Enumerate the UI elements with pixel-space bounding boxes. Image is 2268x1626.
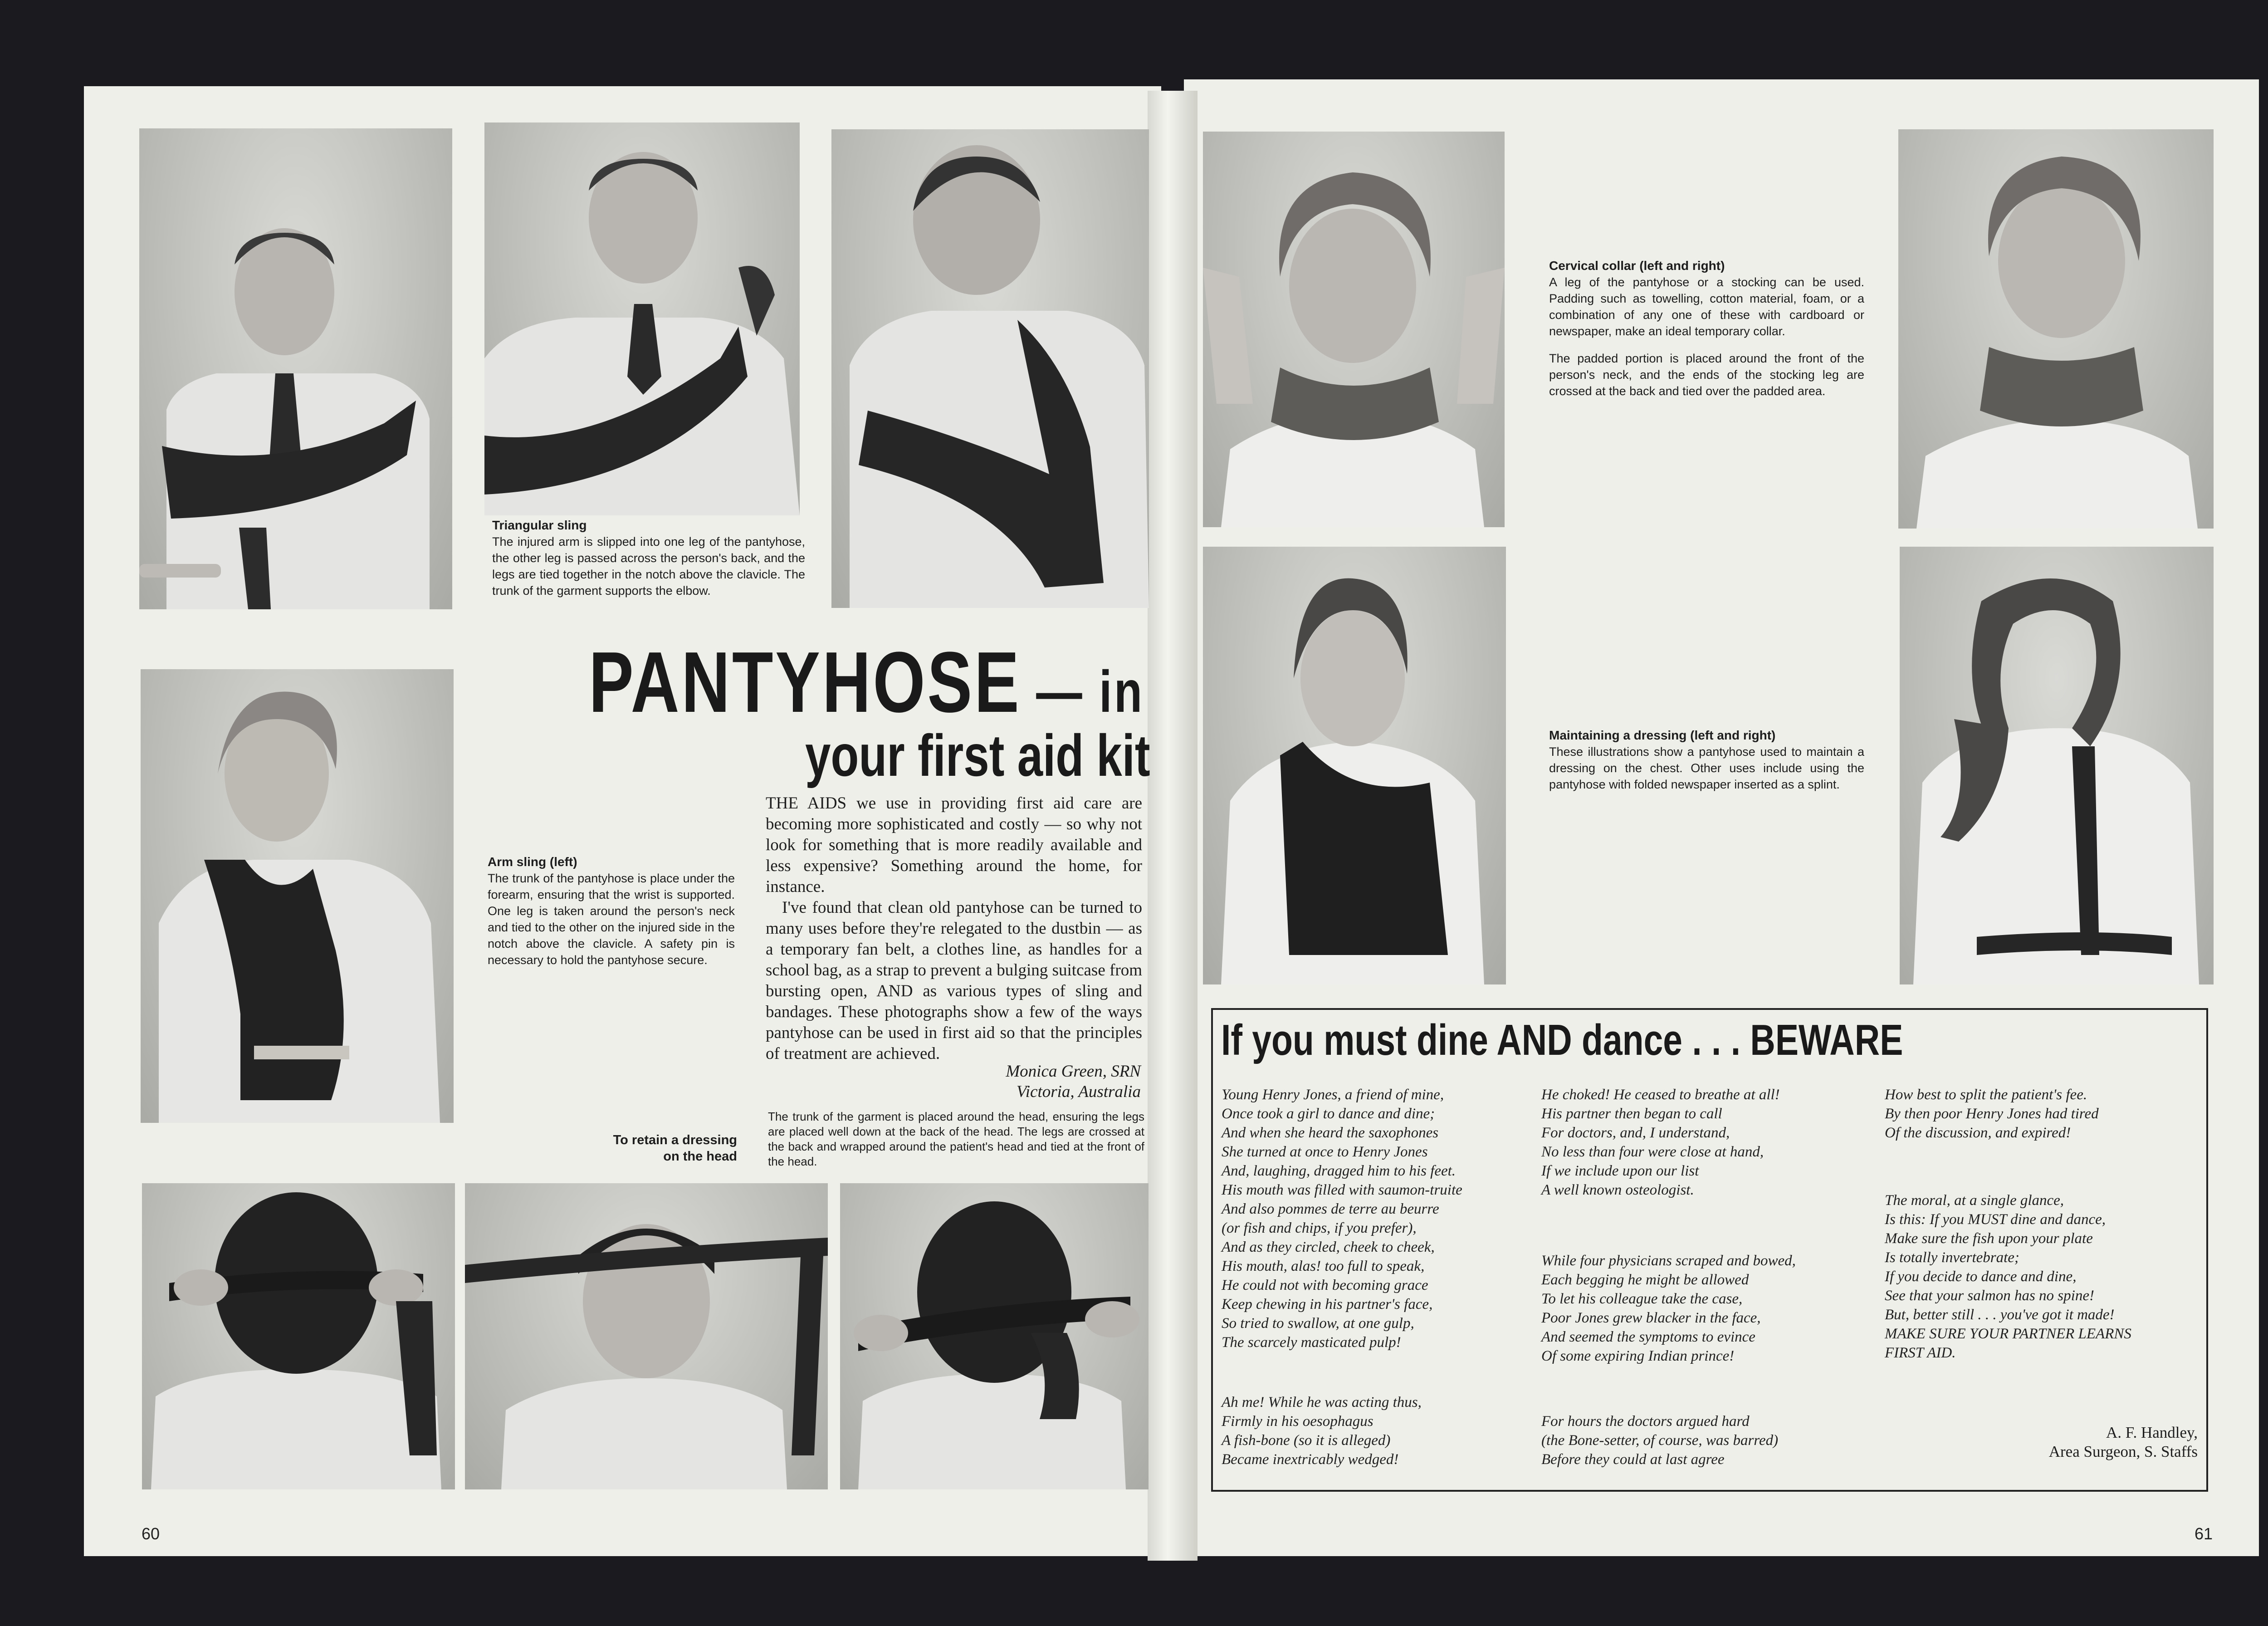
- poem-stanza: The moral, at a single glance, Is this: If you MUST dine and dance, Make sure the fish upon your plate Is totally invertebrate; If you decide to dance and dine, See that your salmon has no spine! But, better still . . . you've got it made! MAKE SURE YOUR PARTNER LEARNS FIRST AID.: [1885, 1192, 2131, 1361]
- caption-text: A leg of the pantyhose or a stocking can be used. Padding such as towelling, cotton material, foam, or a combination of any one of these with cardboard or newspaper, make an ideal temporary collar.: [1549, 275, 1864, 338]
- poem-stanza: Young Henry Jones, a friend of mine, Once took a girl to dance and dine; And when she heard the saxophones She turned at once to Henry Jones And, laughing, dragged him to his feet. His mouth was filled with saumon-truite And also pommes de terre au beurre (or fish and chips, if you prefer), And as they circled, cheek to cheek, His mouth, alas! too full to speak, He could not with becoming grace Keep chewing in his partner's face, So tried to swallow, at one gulp, The scarcely masticated pulp!: [1222, 1087, 1462, 1351]
- photo-triangular-sling-front: [139, 128, 452, 609]
- article-body: [766, 793, 1142, 1064]
- article-subtitle: your first aid kit: [805, 722, 1150, 789]
- page-number-right: 61: [2195, 1524, 2213, 1543]
- photo-arm-sling: [141, 669, 454, 1123]
- page-gutter: [1148, 91, 1198, 1561]
- author-place: Victoria, Australia: [1016, 1082, 1141, 1101]
- photo-head-dressing-back: [142, 1183, 455, 1489]
- poem-stanza: Ah me! While he was acting thus, Firmly in his oesophagus A fish-bone (so it is alleged) Became inextricably wedged!: [1222, 1394, 1422, 1468]
- caption-retain-dressing: The trunk of the garment is placed around the head, ensuring the legs are placed well down at the back of the head. The legs are crossed at the back and wrapped around the patient's head and tied at the front of the head.: [768, 1110, 1144, 1168]
- caption-text: The injured arm is slipped into one leg of the pantyhose, the other leg is passed across the person's back, and the legs are tied together in the notch above the clavicle. The trunk of the garment supports the elbow.: [492, 535, 805, 598]
- caption-maintaining-dressing: [1549, 727, 1864, 793]
- poem-author-name: A. F. Handley,: [2106, 1424, 2198, 1441]
- article-title: [589, 633, 1144, 732]
- caption-text: These illustrations show a pantyhose used to maintain a dressing on the chest. Other uses include using the pantyhose with folded newspaper inserted as a splint.: [1549, 745, 1864, 791]
- photo-maintaining-dressing-back: [1900, 547, 2214, 984]
- poem-title: If you must dine AND dance . . . BEWARE: [1221, 1016, 1903, 1064]
- caption-heading: Arm sling (left): [488, 855, 577, 869]
- caption-triangular-sling: [492, 517, 805, 599]
- caption-arm-sling: [488, 854, 735, 968]
- poem-stanza: For hours the doctors argued hard (the Bone-setter, of course, was barred) Before they could at last agree: [1541, 1413, 1779, 1468]
- poem-stanza: He choked! He ceased to breathe at all! His partner then began to call For doctors, and, I understand, No less than four were close at hand, If we include upon our list A well known osteologist.: [1541, 1087, 1780, 1198]
- caption-retain-dressing-heading: [585, 1132, 737, 1165]
- author-name: Monica Green, SRN: [1006, 1062, 1141, 1081]
- title-in: — in: [1021, 658, 1144, 725]
- poem-stanza: How best to split the patient's fee. By then poor Henry Jones had tired Of the discussion, and expired!: [1885, 1087, 2099, 1141]
- photo-triangular-sling-back: [831, 129, 1149, 608]
- caption-cervical-collar: [1549, 258, 1864, 399]
- article-paragraph: THE AIDS we use in providing first aid care are becoming more sophisticated and costly — so why not look for something that is more readily available and less expensive? Something around the home, for instance.: [766, 794, 1142, 896]
- photo-cervical-collar-front: [1203, 132, 1505, 527]
- caption-text: The padded portion is placed around the front of the person's neck, and the ends of the stocking leg are crossed at the back and tied over the padded area.: [1549, 352, 1864, 398]
- photo-head-dressing-tying: [840, 1183, 1149, 1489]
- photo-maintaining-dressing-front: [1203, 547, 1506, 984]
- article-paragraph: I've found that clean old pantyhose can be turned to many uses before they're relegated to the dustbin — as a temporary fan belt, a clothes line, as handles for a school bag, as a strap to prevent a bulging suitcase from bursting open, AND as various types of sling and bandages. These photographs show a few of the ways pantyhose can be used in first aid so that the principles of treatment are achieved.: [766, 898, 1142, 1063]
- caption-heading: Triangular sling: [492, 518, 587, 532]
- page-number-left: 60: [142, 1524, 160, 1543]
- caption-heading-line: To retain a dressing: [613, 1133, 737, 1147]
- photo-cervical-collar-side: [1898, 129, 2214, 529]
- caption-text: The trunk of the pantyhose is place under the forearm, ensuring that the wrist is supported. One leg is taken around the person's neck and tied to the other on the injured side in the notch above the clavicle. A safety pin is necessary to hold the pantyhose secure.: [488, 872, 735, 967]
- photo-triangular-sling-tying: [484, 122, 800, 515]
- photo-head-dressing-front: [465, 1183, 828, 1489]
- poem-author-title: Area Surgeon, S. Staffs: [2048, 1443, 2198, 1460]
- caption-heading-line: on the head: [663, 1149, 737, 1164]
- caption-heading: Cervical collar (left and right): [1549, 259, 1725, 273]
- poem-stanza: While four physicians scraped and bowed, Each begging he might be allowed To let his colleague take the case, Poor Jones grew blacker in the face, And seemed the symptoms to evince Of some expiring Indian prince!: [1541, 1253, 1796, 1364]
- caption-heading: Maintaining a dressing (left and right): [1549, 728, 1776, 742]
- title-main: PANTYHOSE: [589, 634, 1022, 730]
